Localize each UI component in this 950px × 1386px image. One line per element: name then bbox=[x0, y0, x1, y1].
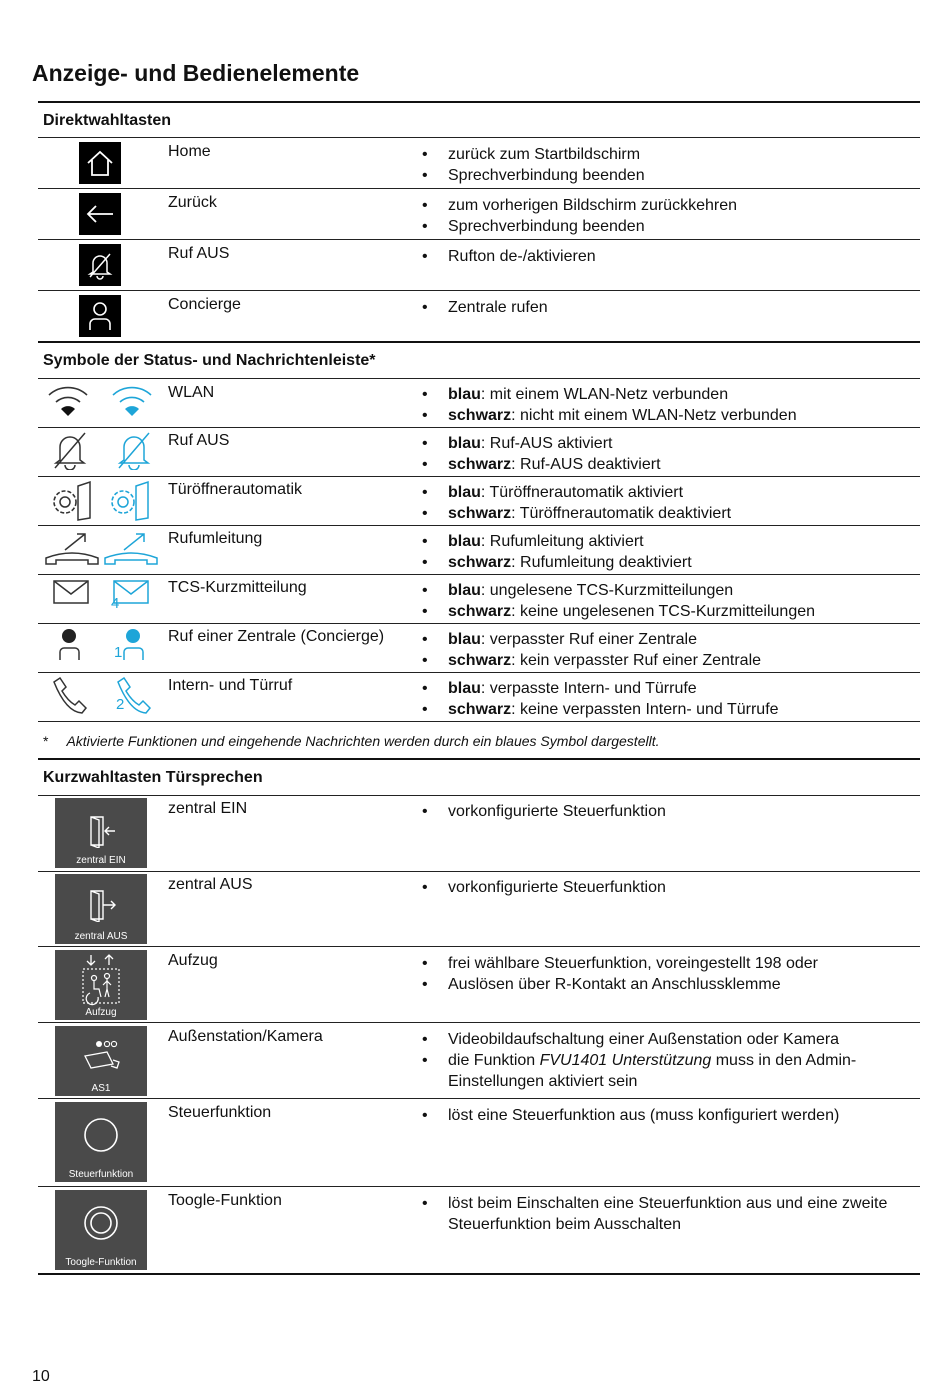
bullet: • die Funktion FVU1401 Unterstützung muss in den Admin-Einstellungen aktiviert sein bbox=[420, 1050, 890, 1092]
row-bullets bbox=[420, 580, 880, 622]
row-bullets bbox=[420, 144, 880, 186]
back-arrow-icon bbox=[79, 193, 121, 235]
row-bullets bbox=[420, 877, 880, 898]
person-icon bbox=[79, 295, 121, 337]
divider bbox=[38, 946, 920, 947]
section-status-symbols: Symbole der Status- und Nachrichtenleiste* bbox=[43, 352, 376, 369]
bullet: • Sprechverbindung beenden bbox=[420, 165, 880, 186]
double-circle-icon bbox=[82, 1204, 120, 1242]
button-label: Toogle-Funktion bbox=[65, 1257, 137, 1268]
zentral-aus-button[interactable] bbox=[55, 874, 147, 944]
divider bbox=[38, 378, 920, 379]
call-forward-blue-icon bbox=[102, 530, 160, 568]
section-direct-keys: Direktwahltasten bbox=[43, 112, 172, 129]
row-name: Intern- und Türruf bbox=[168, 677, 293, 694]
bullet: • schwarz: nicht mit einem WLAN-Netz verbunden bbox=[420, 405, 880, 426]
divider bbox=[38, 137, 920, 138]
row-name: Ruf einer Zentrale (Concierge) bbox=[168, 628, 385, 645]
row-bullets bbox=[420, 953, 880, 995]
bullet: • Rufton de-/aktivieren bbox=[420, 246, 880, 267]
row-name: Concierge bbox=[168, 296, 241, 313]
row-bullets bbox=[420, 678, 880, 720]
divider bbox=[38, 290, 920, 291]
divider bbox=[38, 1022, 920, 1023]
divider bbox=[38, 341, 920, 343]
bullet: • schwarz: kein verpasster Ruf einer Zentrale bbox=[420, 650, 880, 671]
wlan-icon bbox=[46, 383, 90, 419]
divider bbox=[38, 795, 920, 796]
bullet: • blau: Ruf-AUS aktiviert bbox=[420, 433, 880, 454]
mail-icon bbox=[52, 579, 90, 605]
wlan-blue-icon bbox=[110, 383, 154, 419]
home-icon bbox=[79, 142, 121, 184]
row-name: Aufzug bbox=[168, 952, 218, 969]
bullet: • blau: verpasste Intern- und Türrufe bbox=[420, 678, 880, 699]
row-name: Außenstation/Kamera bbox=[168, 1028, 323, 1045]
badge-count: 1 bbox=[114, 644, 123, 661]
divider bbox=[38, 1098, 920, 1099]
row-bullets bbox=[420, 246, 880, 267]
page-number: 10 bbox=[32, 1368, 50, 1385]
row-bullets bbox=[420, 433, 880, 475]
row-bullets bbox=[420, 801, 880, 822]
bell-off-icon bbox=[79, 244, 121, 286]
bullet: • vorkonfigurierte Steuerfunktion bbox=[420, 801, 880, 822]
bullet: • schwarz: Ruf-AUS deaktiviert bbox=[420, 454, 880, 475]
divider bbox=[38, 623, 920, 624]
button-label: AS1 bbox=[91, 1083, 111, 1094]
bullet: • Videobildaufschaltung einer Außenstation oder Kamera bbox=[420, 1029, 890, 1050]
divider bbox=[38, 1186, 920, 1187]
bullet: • löst eine Steuerfunktion aus (muss konfiguriert werden) bbox=[420, 1105, 890, 1126]
row-name: Home bbox=[168, 143, 211, 160]
row-bullets bbox=[420, 1105, 890, 1126]
badge-count: 4 bbox=[111, 595, 120, 612]
row-name: zentral EIN bbox=[168, 800, 248, 817]
row-name: TCS-Kurzmitteilung bbox=[168, 579, 307, 596]
row-name: Zurück bbox=[168, 194, 217, 211]
aufzug-button[interactable] bbox=[55, 950, 147, 1020]
button-label: Steuerfunktion bbox=[68, 1169, 134, 1180]
divider bbox=[38, 239, 920, 240]
concierge-icon bbox=[58, 628, 84, 662]
row-bullets bbox=[420, 531, 880, 573]
bullet: • schwarz: Türöffnerautomatik deaktiviert bbox=[420, 503, 880, 524]
bullet: • Auslösen über R-Kontakt an Anschlussklemme bbox=[420, 974, 880, 995]
row-name: zentral AUS bbox=[168, 876, 253, 893]
door-in-icon bbox=[85, 814, 117, 848]
divider bbox=[38, 871, 920, 872]
button-label: zentral AUS bbox=[74, 931, 128, 942]
row-name: Ruf AUS bbox=[168, 432, 230, 449]
row-name: Türöffnerautomatik bbox=[168, 481, 302, 498]
steuerfunktion-button[interactable] bbox=[55, 1102, 147, 1182]
divider bbox=[38, 574, 920, 575]
bell-off-icon bbox=[50, 430, 90, 470]
bullet: • schwarz: Rufumleitung deaktiviert bbox=[420, 552, 880, 573]
as1-button[interactable] bbox=[55, 1026, 147, 1096]
concierge-blue-icon bbox=[122, 628, 148, 662]
button-label: zentral EIN bbox=[76, 855, 126, 866]
bullet: • blau: Türöffnerautomatik aktiviert bbox=[420, 482, 880, 503]
row-bullets bbox=[420, 1029, 890, 1092]
footnote bbox=[43, 733, 659, 749]
camera-icon bbox=[81, 1036, 121, 1076]
bullet: • vorkonfigurierte Steuerfunktion bbox=[420, 877, 880, 898]
bullet: • blau: Rufumleitung aktiviert bbox=[420, 531, 880, 552]
circle-icon bbox=[82, 1116, 120, 1154]
bullet: • zum vorherigen Bildschirm zurückkehren bbox=[420, 195, 880, 216]
button-label: Aufzug bbox=[85, 1007, 117, 1018]
row-bullets bbox=[420, 1193, 890, 1235]
zentral-ein-button[interactable] bbox=[55, 798, 147, 868]
badge-count: 2 bbox=[116, 696, 125, 713]
row-name: Toogle-Funktion bbox=[168, 1192, 282, 1209]
row-bullets bbox=[420, 384, 880, 426]
bullet: • blau: ungelesene TCS-Kurzmitteilungen bbox=[420, 580, 880, 601]
divider bbox=[38, 1273, 920, 1275]
divider bbox=[38, 721, 920, 722]
call-forward-icon bbox=[43, 530, 101, 568]
row-name: WLAN bbox=[168, 384, 215, 401]
footnote-text: Aktivierte Funktionen und eingehende Nachrichten werden durch ein blaues Symbol dargestellt. bbox=[66, 733, 660, 749]
bullet: • schwarz: keine ungelesenen TCS-Kurzmitteilungen bbox=[420, 601, 880, 622]
gear-door-blue-icon bbox=[106, 480, 152, 522]
bullet: • Sprechverbindung beenden bbox=[420, 216, 880, 237]
toogle-funktion-button[interactable] bbox=[55, 1190, 147, 1270]
divider bbox=[38, 672, 920, 673]
bell-off-blue-icon bbox=[114, 430, 154, 470]
bullet: • löst beim Einschalten eine Steuerfunktion aus und eine zweite Steuerfunktion beim Ausschalten bbox=[420, 1193, 890, 1235]
row-bullets bbox=[420, 195, 880, 237]
bullet: • blau: mit einem WLAN-Netz verbunden bbox=[420, 384, 880, 405]
divider bbox=[38, 188, 920, 189]
divider bbox=[38, 476, 920, 477]
door-out-icon bbox=[85, 888, 117, 922]
section-speed-keys: Kurzwahltasten Türsprechen bbox=[43, 769, 263, 786]
row-name: Rufumleitung bbox=[168, 530, 263, 547]
row-bullets bbox=[420, 629, 880, 671]
elevator-icon bbox=[79, 953, 123, 1007]
bullet: • zurück zum Startbildschirm bbox=[420, 144, 880, 165]
gear-door-icon bbox=[48, 480, 94, 522]
bullet: • blau: verpasster Ruf einer Zentrale bbox=[420, 629, 880, 650]
row-bullets bbox=[420, 482, 880, 524]
divider bbox=[38, 758, 920, 760]
divider bbox=[38, 101, 920, 103]
row-name: Ruf AUS bbox=[168, 245, 230, 262]
bullet: • frei wählbare Steuerfunktion, voreingestellt 198 oder bbox=[420, 953, 880, 974]
footnote-star: * bbox=[43, 733, 49, 749]
bullet: • Zentrale rufen bbox=[420, 297, 880, 318]
divider bbox=[38, 525, 920, 526]
divider bbox=[38, 427, 920, 428]
row-name: Steuerfunktion bbox=[168, 1104, 272, 1121]
phone-icon bbox=[50, 676, 88, 716]
row-bullets bbox=[420, 297, 880, 318]
bullet: • schwarz: keine verpassten Intern- und Türrufe bbox=[420, 699, 880, 720]
page-title: Anzeige- und Bedienelemente bbox=[32, 60, 360, 86]
